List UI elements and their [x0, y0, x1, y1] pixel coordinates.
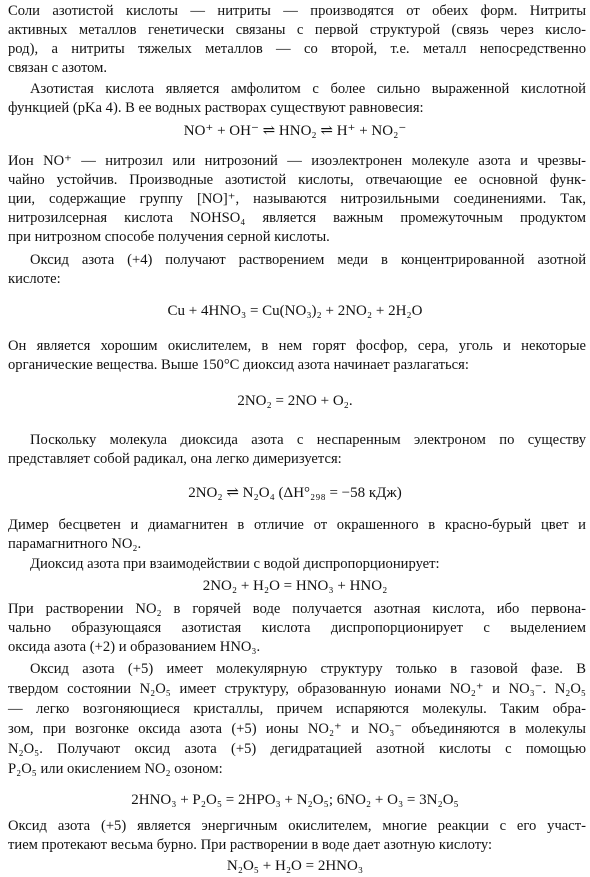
text-line: P₂O₅ или окислением NO₂ озоном:: [8, 761, 223, 777]
text-line: Димер бесцветен и диамагнитен в отличие от окрашенного в красно-бурый цвет и: [8, 517, 586, 533]
text-line: функцией (pKa 4). В ее водных растворах существуют равновесия:: [8, 100, 424, 116]
text-line: Он является хорошим окислителем, в нем горят фосфор, сера, уголь и некоторые: [8, 338, 586, 354]
text-line: род), а нитриты тяжелых металлов — со второй, т.е. металл непосредственно: [8, 41, 586, 57]
text-line: активных металлов генетически связаны с первой структурой (связь через кисло-: [8, 22, 586, 38]
text-line: Оксид азота (+5) имеет молекулярную структуру только в газовой фазе. В: [30, 661, 586, 677]
text-line: Соли азотистой кислоты — нитриты — производятся от обеих форм. Нитриты: [8, 3, 586, 19]
equation: Cu + 4HNO₃ = Cu(NO₃)₂ + 2NO₂ + 2H₂O: [167, 303, 423, 319]
text-line: При растворении NO₂ в горячей воде получается азотная кислота, ибо первона-: [8, 601, 586, 617]
text-line: тием протекают весьма бурно. При растворении в воде дает азотную кислоту:: [8, 837, 493, 853]
text-line: Азотистая кислота является амфолитом с более сильно выраженной кислотной: [30, 81, 586, 97]
text-line: ции, содержащие группу [NO]⁺, называются нитрозильными соединениями. Так,: [8, 191, 586, 207]
equation: 2NO₂ + H₂O = HNO₃ + HNO₂: [202, 578, 388, 594]
equation: 2HNO₃ + P₂O₅ = 2HPO₃ + N₂O₅; 6NO₂ + O₃ = 3N₂O₅: [131, 792, 459, 808]
text-line: парамагнитного NO₂.: [8, 536, 142, 552]
text-line: Оксид азота (+5) является энергичным окислителем, многие реакции с его участ-: [8, 818, 586, 834]
text-line: чайно устойчив. Производные азотистой кислоты, отвечающие ее основной функ-: [8, 172, 586, 188]
text-line: N₂O₅. Получают оксид азота (+5) дегидратацией азотной кислоты с помощью: [8, 741, 586, 757]
text-line: представляет собой радикал, она легко димеризуется:: [8, 451, 342, 467]
text-line: нитрозилсерная кислота NOHSO₄ является важным промежуточным продуктом: [8, 210, 586, 226]
equation: 2NO₂ = 2NO + O₂.: [237, 393, 353, 409]
text-line: Поскольку молекула диоксида азота с неспаренным электроном по существу: [30, 432, 586, 448]
text-line: кислоте:: [8, 271, 61, 287]
text-line: Оксид азота (+4) получают растворением меди в концентрированной азотной: [30, 252, 586, 268]
equation: N₂O₅ + H₂O = 2HNO₃: [226, 858, 364, 874]
text-line: органические вещества. Выше 150°С диоксид азота начинает разлагаться:: [8, 357, 469, 373]
text-line: твердом состоянии N₂O₅ имеет структуру, образованную ионами NO₂⁺ и NO₃⁻. N₂O₅: [8, 681, 586, 697]
text-line: Диоксид азота при взаимодействии с водой диспропорционирует:: [30, 556, 440, 572]
text-line: при нитрозном способе получения серной кислоты.: [8, 229, 330, 245]
text-line: оксида азота (+2) и образованием HNO₃.: [8, 639, 261, 655]
equation: NO⁺ + OH⁻ ⇌ HNO₂ ⇌ H⁺ + NO₂⁻: [183, 123, 407, 139]
text-line: чально образующаяся азотистая кислота диспропорционирует с выделением: [8, 620, 586, 636]
equation: 2NO₂ ⇌ N₂O₄ (ΔH°₂₉₈ = −58 кДж): [188, 485, 402, 501]
text-line: Ион NO⁺ — нитрозил или нитрозоний — изоэлектронен молекуле азота и чрезвы-: [8, 153, 586, 169]
text-line: зом, при возгонке оксида азота (+5) ионы NO₂⁺ и NO₃⁻ объединяются в молекулы: [8, 721, 586, 737]
text-line: связан с азотом.: [8, 60, 108, 76]
text-line: — легко возгоняющиеся кристаллы, причем испаряются молекулы. Таким обра-: [8, 701, 586, 717]
